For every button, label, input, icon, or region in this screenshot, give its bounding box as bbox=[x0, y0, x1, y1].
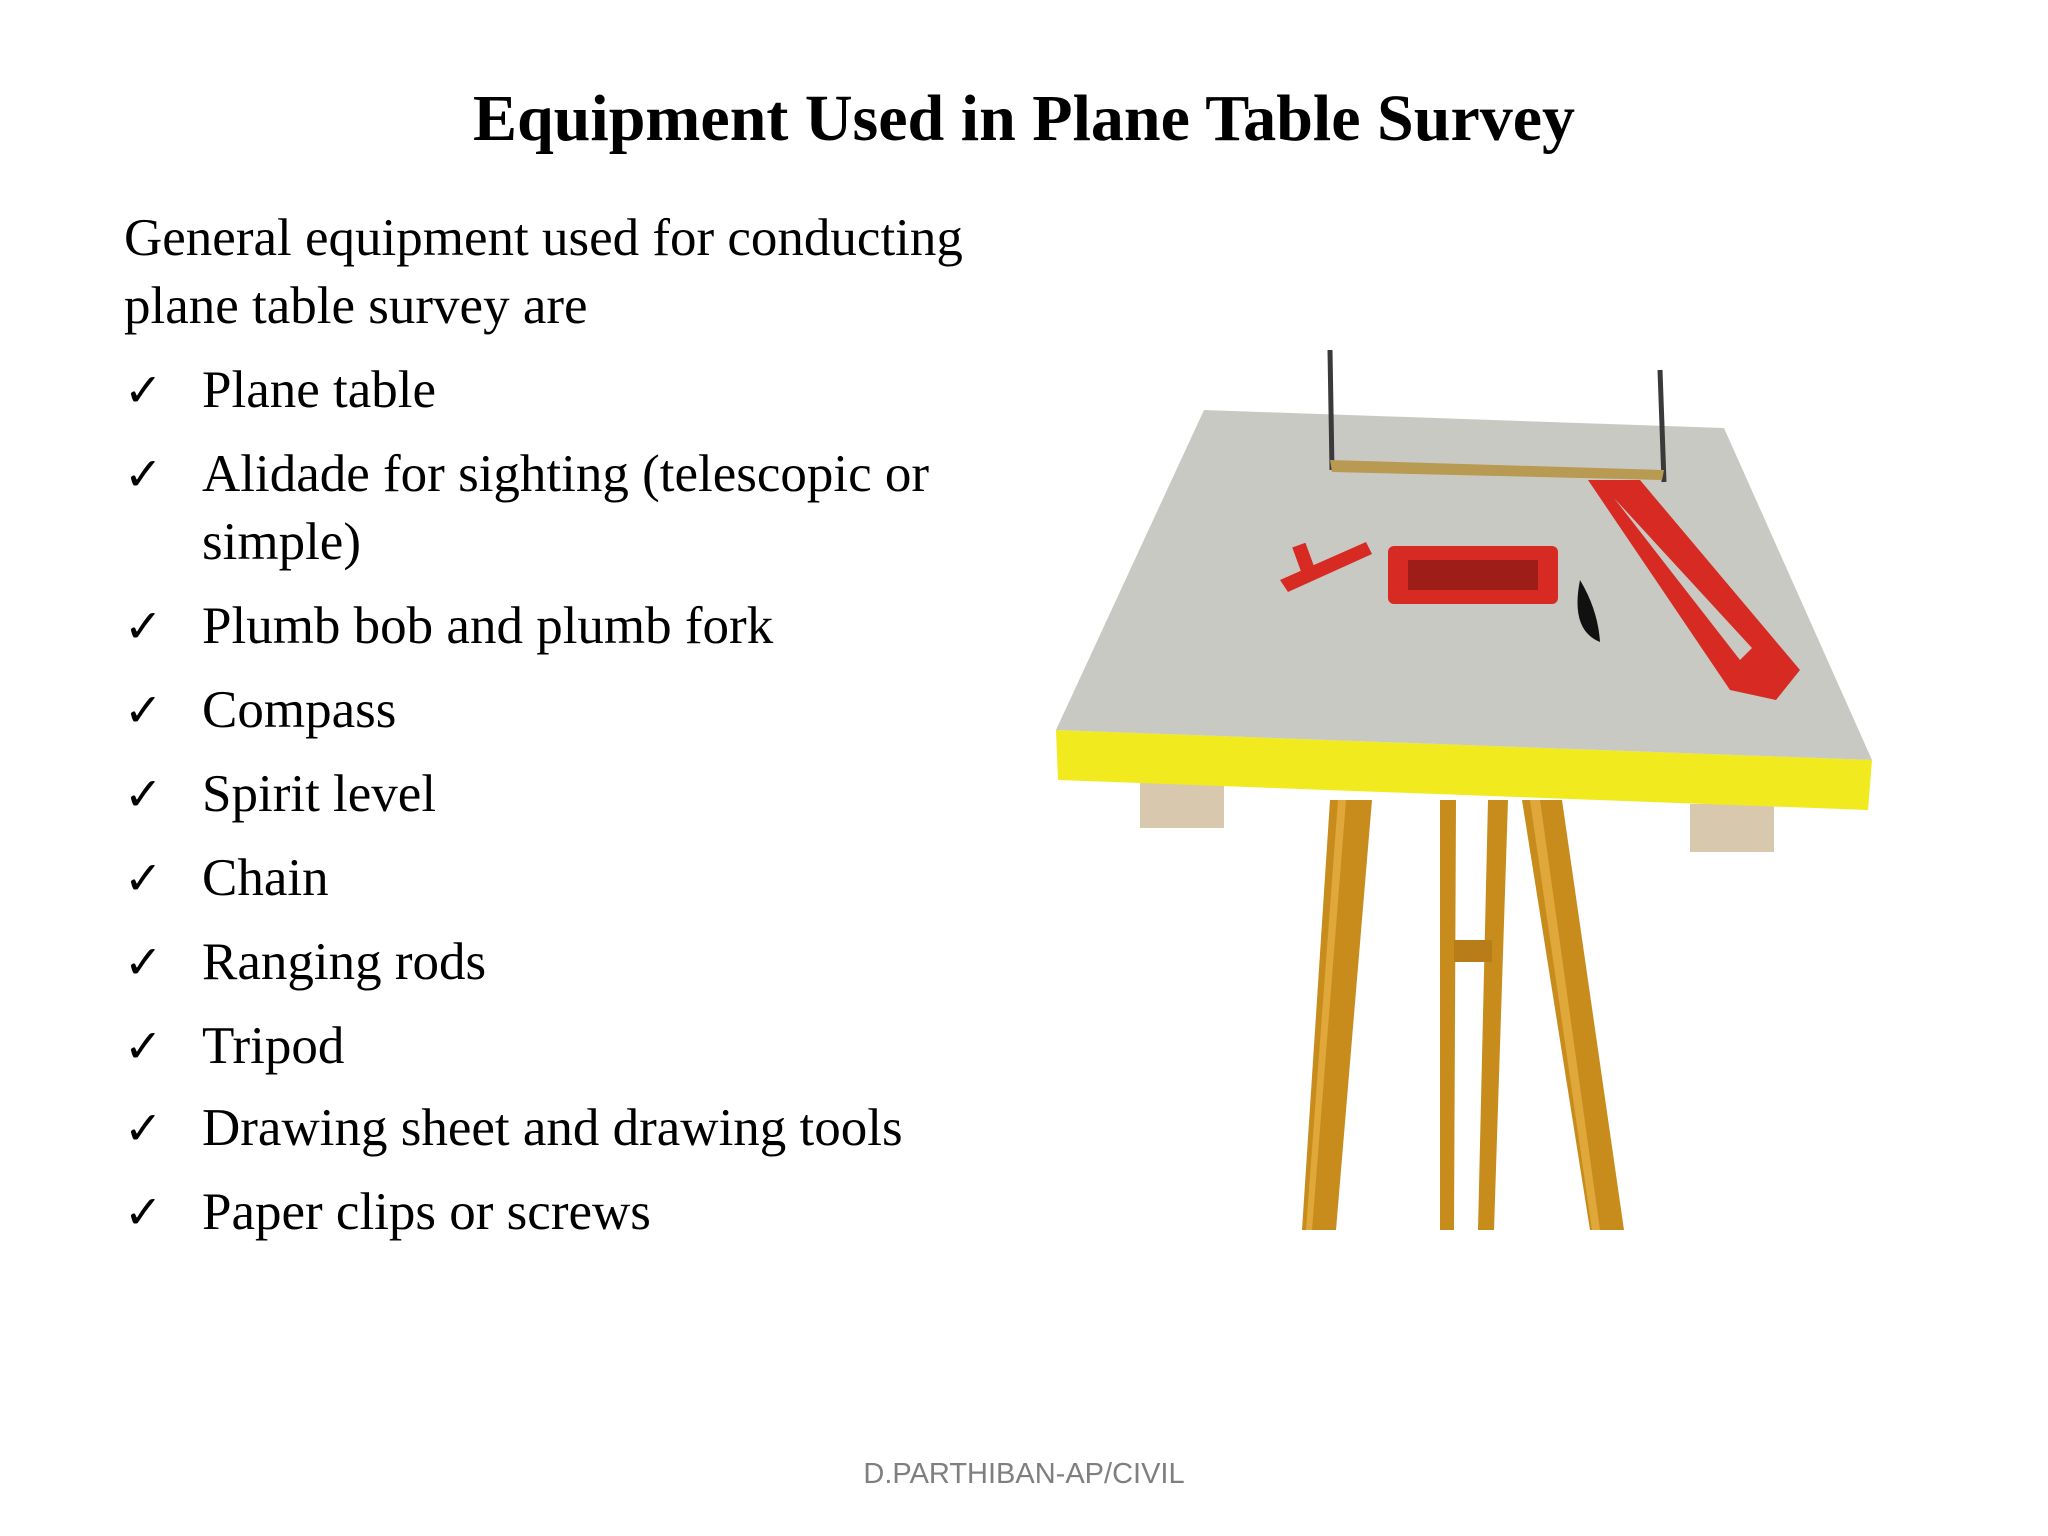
checkmark-icon: ✓ bbox=[124, 851, 163, 905]
list-item-label: Alidade for sighting (telescopic or simple) bbox=[202, 445, 930, 571]
support-block-left bbox=[1140, 780, 1224, 828]
list-item-label: Ranging rods bbox=[202, 933, 487, 991]
plane-table-image bbox=[1040, 330, 1880, 1230]
checkmark-icon: ✓ bbox=[124, 935, 163, 989]
checkmark-icon: ✓ bbox=[124, 1101, 163, 1155]
list-item-label: Drawing sheet and drawing tools bbox=[202, 1099, 903, 1157]
list-item-label: Paper clips or screws bbox=[202, 1183, 651, 1241]
checkmark-icon: ✓ bbox=[124, 1019, 163, 1073]
list-item-label: Tripod bbox=[202, 1017, 345, 1075]
checkmark-icon: ✓ bbox=[124, 363, 163, 417]
list-item-label: Plumb bob and plumb fork bbox=[202, 597, 774, 655]
checkmark-icon: ✓ bbox=[124, 447, 163, 501]
checkmark-icon: ✓ bbox=[124, 599, 163, 653]
list-item-label: Chain bbox=[202, 849, 329, 907]
list-item-label: Plane table bbox=[202, 361, 436, 419]
list-item-label: Spirit level bbox=[202, 765, 437, 823]
slide-title: Equipment Used in Plane Table Survey bbox=[472, 82, 1576, 155]
intro-text: General equipment used for conducting plane table survey are bbox=[124, 209, 963, 335]
footer-credit: D.PARTHIBAN-AP/CIVIL bbox=[863, 1458, 1185, 1490]
checkmark-icon: ✓ bbox=[124, 1185, 163, 1239]
checkmark-icon: ✓ bbox=[124, 683, 163, 737]
tripod-legs bbox=[1302, 800, 1624, 1230]
list-item-label: Compass bbox=[202, 681, 397, 739]
checkmark-icon: ✓ bbox=[124, 767, 163, 821]
support-block-right bbox=[1690, 804, 1774, 852]
